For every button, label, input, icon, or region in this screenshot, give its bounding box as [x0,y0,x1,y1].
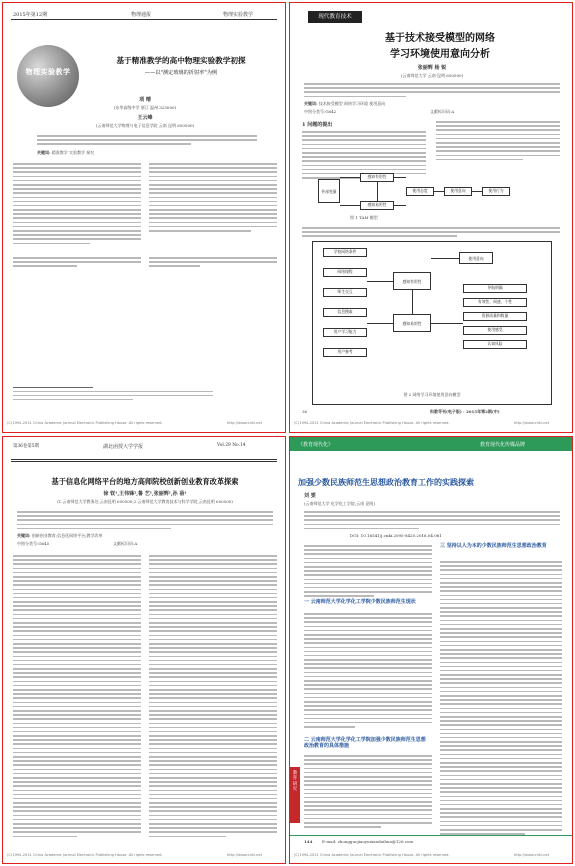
affiliation: (云南师范大学 云南·昆明 650500) [400,73,464,78]
header-rule [11,459,277,460]
author-2: 王云峰 [137,115,153,121]
body-column-left [304,545,432,599]
header-left: 2015年第12期 [13,12,48,18]
abstract-block [17,511,273,532]
section-heading-3: 三 坚持以人为本的少数民族师范生思想政治教育 [440,543,547,549]
author: 张丽辉 杨 锐 [417,65,447,71]
abstract-block [304,83,560,100]
keywords-label: 关键词: [37,150,51,155]
section-heading-1: 1 问题的提出 [302,122,333,128]
page-number: 36 [302,409,308,414]
footer-journal: 科教导刊(电子版) · 2015年第2期(中) [430,409,500,414]
indicator-box: 认知风险 [463,340,527,349]
paper-title: 加强少数民族师范生思想政治教育工作的实践探索 [298,477,474,487]
body-paragraph [302,227,560,240]
section-badge: 现代教育技术 [308,11,362,23]
tam-use-box: 使用行为 [482,187,510,196]
paper-title-line-2: 学习环境使用意向分析 [390,49,490,60]
affiliation: (1.云南师范大学教务处,云南昆明 650500;2.云南师范大学教育技术与科学学院,云南昆明 650500) [57,499,233,504]
copyright-notice: (C)1994-2021 China Academic Journal Electronic Publishing House. All rights reserved. [7,421,163,425]
body-column-right [149,555,277,840]
tam-arrow [377,182,378,201]
copyright-notice: (C)1994-2021 China Academic Journal Electronic Publishing House. All rights reserved. [7,853,163,857]
body-column-right [149,163,277,234]
author-1: 项 晴 [139,97,151,103]
email: E-mail: zhongguojiaoyuxiandaihua@126.com [322,839,414,844]
tam-arrow [434,191,444,192]
body-column-left-2 [304,613,432,730]
affiliation-2: (云南师范大学物理与电子信息学院 云南 昆明 650500) [95,123,195,128]
affiliation-1: (东华高级中学 浙江 温州 325000) [113,105,177,110]
tam-arrow [340,177,360,178]
side-tab-label: 教育研究 [292,771,298,793]
keywords-label: 关键词: [17,533,31,538]
factor-box: 学校网络条件 [323,248,367,257]
footnote-rule [13,387,93,388]
keywords-row [37,150,94,155]
model-arrow [431,323,463,324]
perceived-usefulness-box: 感知有用性 [393,272,431,290]
copyright-notice: (C)1994-2021 China Academic Journal Electronic Publishing House. All rights reserved. [294,853,450,857]
header-volume: Vol.29 No.14 [217,443,246,448]
keywords-row [17,533,102,538]
tam-arrow [472,191,482,192]
author: 刘 雯 [304,493,316,499]
tam-intention-box: 使用意向 [444,187,472,196]
tam-ease-box: 感知易用性 [360,201,394,210]
model-arrow [367,281,393,282]
doi: DOI: 10.16541/j.cnki.2095-8420.2016.04.061 [350,533,442,538]
footer-rule [290,835,573,836]
authors: 徐 钗¹,王伟锋²,鲁 艺¹,张丽辉¹,孙 蓓¹ [103,491,187,497]
body-column-left [13,555,141,840]
class-number: 中图分类号:G642 [304,109,337,114]
document-code: 文献标识码:A [113,541,138,546]
section-heading-1: 一 云南师范大学化学化工学院少数民族师范生现状 [304,599,416,605]
cnki-url: http://www.cnki.net [227,853,263,857]
header-rule [11,19,277,20]
header-journal: 物理通报 [131,12,152,18]
header-left: 《教育现代化》 [298,442,334,448]
tam-arrow [394,205,406,206]
keywords-text: 技术接受模型 网络学习环境 使用意向 [318,101,386,106]
tam-usefulness-box: 感知有用性 [360,173,394,182]
tam-arrow [394,177,406,178]
paper-title: 基于精准教学的高中物理实验教学初探 [116,56,246,65]
factor-box: 用户参考 [323,348,367,357]
tam-external-variables-box: 外部变量 [318,179,340,203]
indicator-box: 使用感受 [463,326,527,335]
model-arrow [431,258,459,259]
body-column-right [436,121,560,163]
affiliation: (云南师范大学 化学化工学院,云南 昆明) [304,501,375,506]
paper-title: 基于信息化网络平台的地方高师院校创新创业教育改革探索 [51,477,239,486]
factor-box: 信息搜索 [323,308,367,317]
paper-page-3 [2,436,286,864]
paper-title-line-1: 基于技术接受模型的网络 [385,33,495,44]
page-number: 144 [304,839,313,844]
cnki-url: http://www.cnki.net [514,421,550,425]
body-column-left-3 [304,755,432,830]
keywords-label: 关键词: [304,101,318,106]
header-right: 物理实验教学 [223,12,254,18]
tam-attitude-box: 使用态度 [406,187,434,196]
figure-1-caption: 图 1 TAM 模型 [350,215,378,220]
factor-box: 用户学习能力 [323,328,367,337]
section-heading-2: 二 云南师范大学化学化工学院加强少数民族师范生思想政治教育的具体措施 [304,737,426,749]
class-number: 中图分类号:G645 [17,541,50,546]
copyright-notice: (C)1994-2021 China Academic Journal Electronic Publishing House. All rights reserved. [294,421,450,425]
paper-subtitle: ——以"测定玻璃的折射率"为例 [144,70,218,76]
body-column-right [440,561,562,837]
abstract-block [37,135,257,148]
model-arrow [412,290,413,314]
body-column-right-2 [149,257,277,270]
indicator-box: 导航明确 [463,284,527,293]
keywords-row [304,101,385,106]
perceived-ease-box: 感知易用性 [393,314,431,332]
header-issue: 第36卷第5期 [13,444,39,449]
intention-box: 使用意向 [459,252,493,264]
factor-box: 网络课程 [323,268,367,277]
paper-page-1 [2,2,286,433]
keywords-text: 创新创业教育;信息化网络平台;教学改革 [31,533,103,538]
cnki-url: http://www.cnki.net [514,853,550,857]
abstract-block [304,511,560,532]
body-column-left-2 [13,257,141,270]
header-journal: 湖北函授大学学报 [103,444,144,450]
badge-text: 物理实验教学 [25,67,71,76]
model-arrow [367,323,393,324]
tam-arrow [340,205,360,206]
factor-box: 师生交互 [323,288,367,297]
body-column-left [13,163,141,247]
indicator-box: 资源质量和数量 [463,312,527,321]
indicator-box: 有效性、网速、个性 [463,298,527,307]
figure-2-caption: 图 2 网络学习环境使用意向模型 [403,392,461,397]
header-right: 教育现代化传媒品牌 [480,442,526,448]
paper-page-4 [289,436,573,864]
intention-model-figure [312,241,552,405]
paper-page-2 [289,2,573,433]
document-code: 文献标识码:A [430,109,455,114]
keywords-text: 精准教学 实验教学 探究 [51,150,95,155]
side-tab [290,767,300,823]
cnki-url: http://www.cnki.net [227,421,263,425]
footnotes [13,391,213,402]
